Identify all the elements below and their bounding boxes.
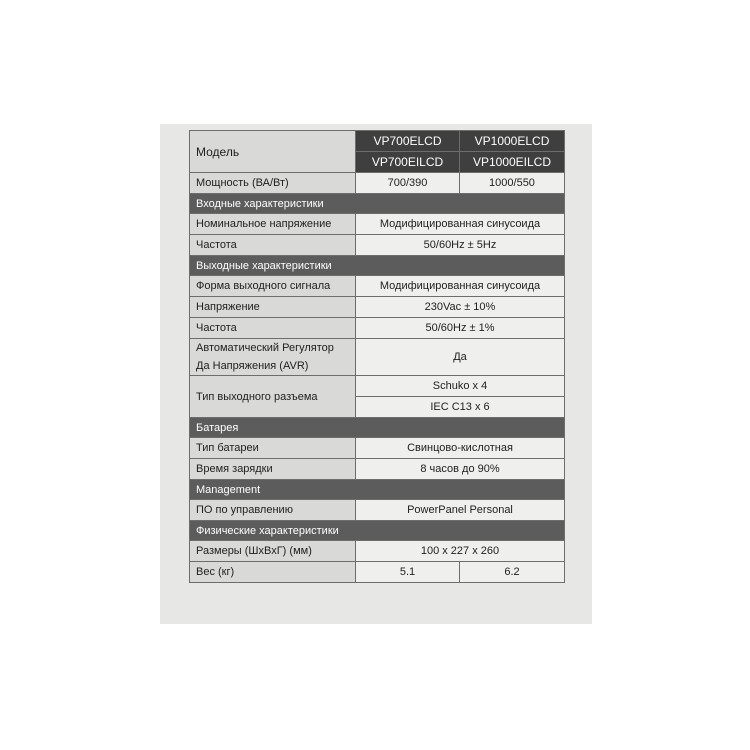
waveform-value: Модифицированная синусоида	[356, 276, 565, 297]
avr-label-line1: Автоматический Регулятор	[196, 342, 334, 354]
avr-value: Да	[356, 339, 565, 376]
avr-label	[190, 339, 356, 376]
dimensions-row	[190, 541, 565, 562]
outlet-label: Тип выходного разъема	[190, 376, 356, 418]
software-label: ПО по управлению	[190, 500, 356, 521]
input-frequency-row	[190, 235, 565, 256]
input-frequency-label: Частота	[190, 235, 356, 256]
avr-label-line2: Да Напряжения (AVR)	[196, 360, 309, 372]
power-value-700: 700/390	[356, 173, 460, 194]
section-physical-title: Физические характеристики	[190, 521, 565, 541]
weight-row	[190, 562, 565, 583]
section-input-title: Входные характеристики	[190, 194, 565, 214]
spec-table	[189, 130, 565, 583]
header-row-1	[190, 131, 565, 152]
power-label: Мощность (ВА/Вт)	[190, 173, 356, 194]
dimensions-label: Размеры (ШхВхГ) (мм)	[190, 541, 356, 562]
dimensions-value: 100 x 227 x 260	[356, 541, 565, 562]
power-value-1000: 1000/550	[460, 173, 565, 194]
output-frequency-row	[190, 318, 565, 339]
weight-label: Вес (кг)	[190, 562, 356, 583]
weight-value-700: 5.1	[356, 562, 460, 583]
battery-type-label: Тип батареи	[190, 438, 356, 459]
power-row	[190, 173, 565, 194]
battery-type-row	[190, 438, 565, 459]
output-voltage-label: Напряжение	[190, 297, 356, 318]
section-output-title: Выходные характеристики	[190, 256, 565, 276]
weight-value-1000: 6.2	[460, 562, 565, 583]
model-label: Модель	[190, 131, 356, 173]
outlet-row-1	[190, 376, 565, 397]
model-vp700elcd: VP700ELCD	[356, 131, 460, 152]
outlet-value-schuko: Schuko x 4	[356, 376, 565, 397]
input-frequency-value: 50/60Hz ± 5Hz	[356, 235, 565, 256]
section-management	[190, 480, 565, 500]
section-input	[190, 194, 565, 214]
charge-time-label: Время зарядки	[190, 459, 356, 480]
section-battery	[190, 418, 565, 438]
nominal-voltage-row	[190, 214, 565, 235]
software-value: PowerPanel Personal	[356, 500, 565, 521]
model-vp1000elcd: VP1000ELCD	[460, 131, 565, 152]
nominal-voltage-value: Модифицированная синусоида	[356, 214, 565, 235]
nominal-voltage-label: Номинальное напряжение	[190, 214, 356, 235]
charge-time-value: 8 часов до 90%	[356, 459, 565, 480]
section-physical	[190, 521, 565, 541]
output-voltage-row	[190, 297, 565, 318]
output-frequency-label: Частота	[190, 318, 356, 339]
battery-type-value: Свинцово-кислотная	[356, 438, 565, 459]
output-voltage-value: 230Vac ± 10%	[356, 297, 565, 318]
charge-time-row	[190, 459, 565, 480]
outlet-value-iec: IEC C13 x 6	[356, 397, 565, 418]
avr-row	[190, 339, 565, 376]
model-vp1000eilcd: VP1000EILCD	[460, 152, 565, 173]
software-row	[190, 500, 565, 521]
section-battery-title: Батарея	[190, 418, 565, 438]
section-output	[190, 256, 565, 276]
section-management-title: Management	[190, 480, 565, 500]
model-vp700eilcd: VP700EILCD	[356, 152, 460, 173]
waveform-label: Форма выходного сигнала	[190, 276, 356, 297]
output-frequency-value: 50/60Hz ± 1%	[356, 318, 565, 339]
waveform-row	[190, 276, 565, 297]
